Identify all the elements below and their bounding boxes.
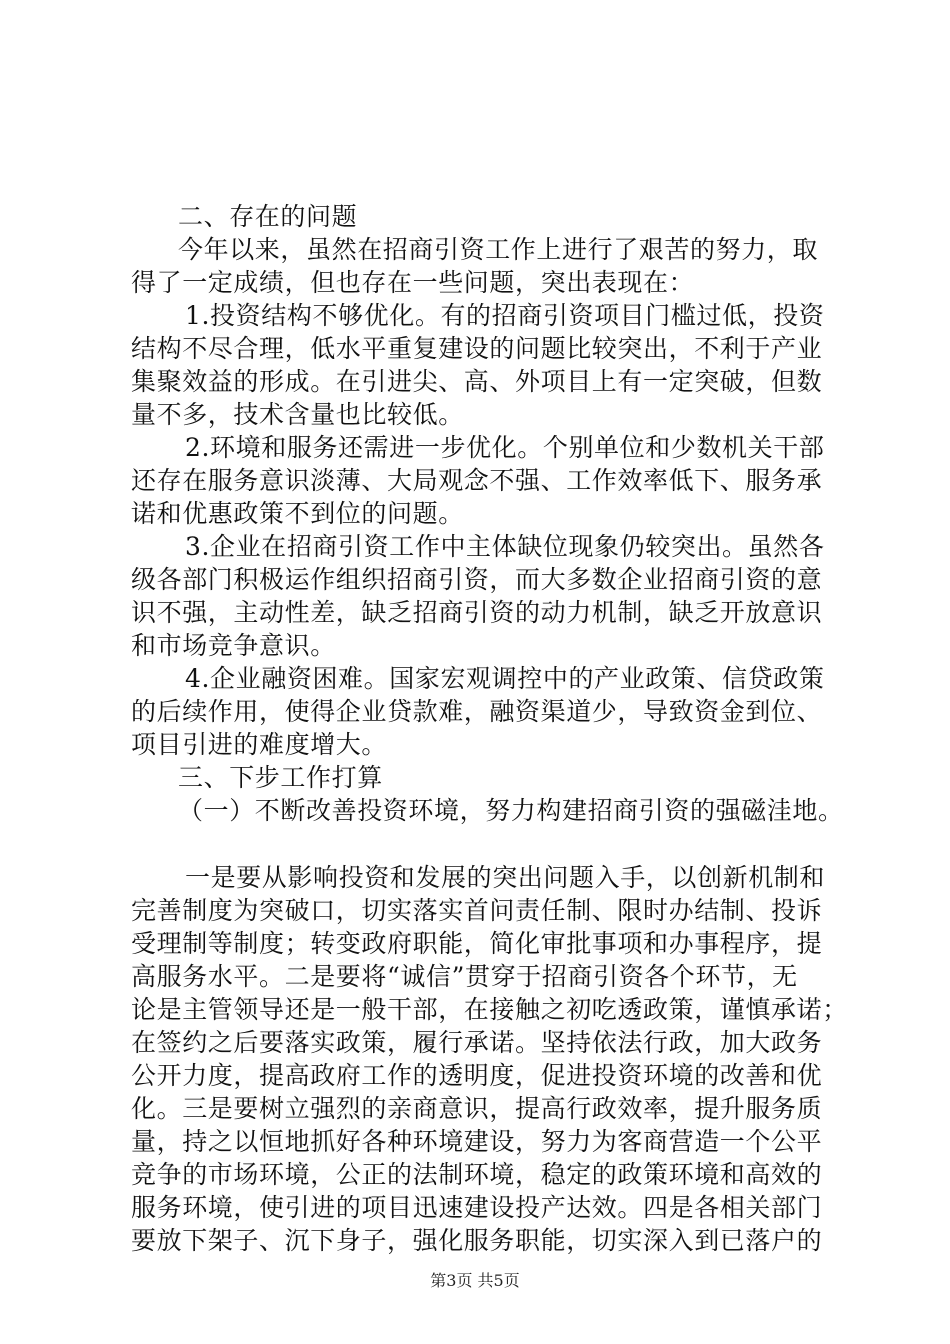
paragraph-gap <box>131 827 831 861</box>
paragraph-line: 识不强，主动性差，缺乏招商引资的动力机制，缺乏开放意识 <box>131 598 823 627</box>
document-body <box>131 200 848 1257</box>
paragraph-line: 诺和优惠政策不到位的问题。 <box>131 499 464 528</box>
paragraph-line: 量不多，技术含量也比较低。 <box>131 400 464 429</box>
paragraph-line: 4.企业融资困难。国家宏观调控中的产业政策、信贷政策 <box>185 664 825 693</box>
page-number-footer: 第3页 共5页 <box>430 1271 520 1290</box>
paragraph-line: 完善制度为突破口，切实落实首问责任制、限时办结制、投诉 <box>131 896 823 925</box>
paragraph-line: 在签约之后要落实政策，履行承诺。坚持依法行政，加大政务 <box>131 1028 823 1057</box>
paragraph-line: 论是主管领导还是一般干部，在接触之初吃透政策，谨慎承诺； <box>131 995 848 1024</box>
paragraph-line: 竞争的市场环境，公正的法制环境，稳定的政策环境和高效的 <box>131 1160 823 1189</box>
subsection-heading: （一）不断改善投资环境，努力构建招商引资的强磁洼地。 <box>178 796 844 825</box>
paragraph-line: 集聚效益的形成。在引进尖、高、外项目上有一定突破，但数 <box>131 367 823 396</box>
paragraph-line: 2.环境和服务还需进一步优化。个别单位和少数机关干部 <box>185 433 825 462</box>
paragraph-line: 和市场竞争意识。 <box>131 631 336 660</box>
paragraph-line: 高服务水平。二是要将“诚信”贯穿于招商引资各个环节，无 <box>131 962 798 991</box>
section-heading-problems: 二、存在的问题 <box>178 202 358 231</box>
paragraph-line: 服务环境，使引进的项目迅速建设投产达效。四是各相关部门 <box>131 1193 823 1222</box>
paragraph-line: 公开力度，提高政府工作的透明度，促进投资环境的改善和优 <box>131 1061 823 1090</box>
paragraph-line: 一是要从影响投资和发展的突出问题入手，以创新机制和 <box>185 863 826 892</box>
paragraph-line: 级各部门积极运作组织招商引资，而大多数企业招商引资的意 <box>131 565 823 594</box>
paragraph-line: 量，持之以恒地抓好各种环境建设，努力为客商营造一个公平 <box>131 1127 823 1156</box>
paragraph-line: 结构不尽合理，低水平重复建设的问题比较突出，不利于产业 <box>131 334 823 363</box>
section-heading-next-steps: 三、下步工作打算 <box>178 763 383 792</box>
paragraph-line: 得了一定成绩，但也存在一些问题，突出表现在： <box>131 268 695 297</box>
paragraph-line: 要放下架子、沉下身子，强化服务职能，切实深入到已落户的 <box>131 1226 823 1255</box>
paragraph-line: 的后续作用，使得企业贷款难，融资渠道少，导致资金到位、 <box>131 697 823 726</box>
paragraph-line: 项目引进的难度增大。 <box>131 730 388 759</box>
paragraph-line: 1.投资结构不够优化。有的招商引资项目门槛过低，投资 <box>185 301 825 330</box>
paragraph-line: 还存在服务意识淡薄、大局观念不强、工作效率低下、服务承 <box>131 466 823 495</box>
paragraph-line: 3.企业在招商引资工作中主体缺位现象仍较突出。虽然各 <box>185 532 825 561</box>
paragraph-line: 今年以来，虽然在招商引资工作上进行了艰苦的努力，取 <box>178 235 819 264</box>
paragraph-line: 化。三是要树立强烈的亲商意识，提高行政效率，提升服务质 <box>131 1094 823 1123</box>
paragraph-line: 受理制等制度；转变政府职能，简化审批事项和办事程序，提 <box>131 929 823 958</box>
